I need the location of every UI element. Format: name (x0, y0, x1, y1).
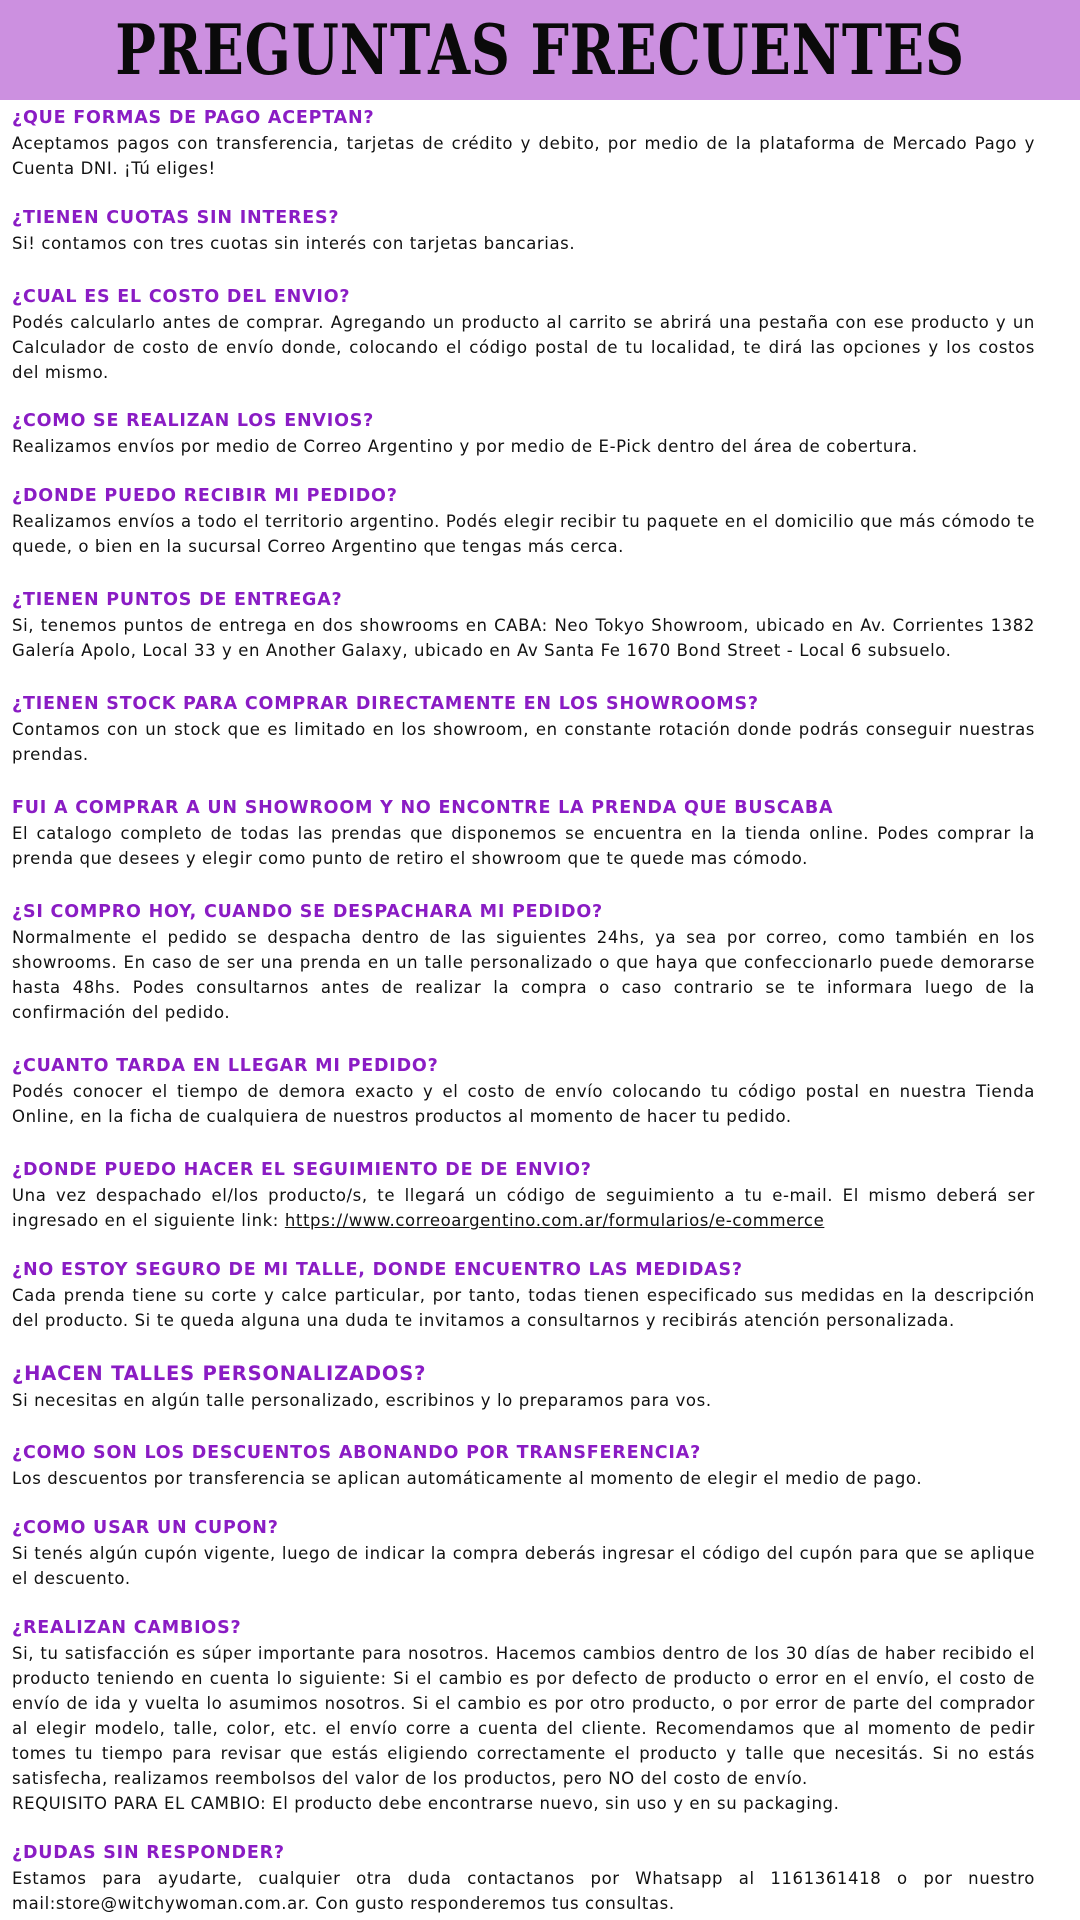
faq-answer: Contamos con un stock que es limitado en los showroom, en constante rotación donde podrás conseguir nuestras prendas. (12, 720, 1035, 764)
faq-answer: Aceptamos pagos con transferencia, tarjetas de crédito y debito, por medio de la plataforma de Mercado Pago y Cuenta DNI. ¡Tú eliges! (12, 134, 1035, 178)
page-title: PREGUNTAS FRECUENTES (115, 9, 965, 91)
faq-answer-requirement: REQUISITO PARA EL CAMBIO: El producto debe encontrarse nuevo, sin uso y en su packaging. (12, 1794, 840, 1813)
faq-question: ¿DONDE PUEDO RECIBIR MI PEDIDO? (12, 486, 398, 506)
faq-question: ¿SI COMPRO HOY, CUANDO SE DESPACHARA MI PEDIDO? (12, 902, 604, 922)
tracking-link[interactable]: https://www.correoargentino.com.ar/formularios/e-commerce (284, 1211, 825, 1230)
faq-item-delivery-time (12, 1054, 1035, 1129)
faq-question: ¿CUAL ES EL COSTO DEL ENVIO? (12, 287, 351, 307)
faq-answer: Realizamos envíos por medio de Correo Argentino y por medio de E-Pick dentro del área de cobertura. (12, 437, 918, 456)
faq-answer (12, 1183, 1035, 1233)
faq-answer: Si! contamos con tres cuotas sin interés con tarjetas bancarias. (12, 234, 576, 253)
faq-answer: Cada prenda tiene su corte y calce particular, por tanto, todas tienen especificado sus medidas en la descripción del producto. Si te queda alguna una duda te invitamos a consultarnos y recibirás atención personalizada. (12, 1286, 1035, 1330)
faq-item-transfer-discounts (12, 1441, 1035, 1491)
faq-item-shipping-method (12, 409, 1035, 459)
faq-question: ¿COMO SON LOS DESCUENTOS ABONANDO POR TRANSFERENCIA? (12, 1443, 702, 1463)
faq-item-payment (12, 106, 1035, 181)
faq-answer: Si, tenemos puntos de entrega en dos showrooms en CABA: Neo Tokyo Showroom, ubicado en Av. Corrientes 1382 Galería Apolo, Local 33 y en Another Galaxy, ubicado en Av Santa Fe 1670 Bond Street - Local 6 subsuelo. (12, 616, 1035, 660)
faq-question: ¿COMO SE REALIZAN LOS ENVIOS? (12, 411, 375, 431)
faq-question: ¿DONDE PUEDO HACER EL SEGUIMIENTO DE DE ENVIO? (12, 1160, 592, 1180)
faq-answer: Los descuentos por transferencia se aplican automáticamente al momento de elegir el medio de pago. (12, 1469, 923, 1488)
faq-question: ¿NO ESTOY SEGURO DE MI TALLE, DONDE ENCUENTRO LAS MEDIDAS? (12, 1260, 743, 1280)
faq-answer: Podés conocer el tiempo de demora exacto y el costo de envío colocando tu código postal en nuestra Tienda Online, en la ficha de cualquiera de nuestros productos al momento de hacer tu pedido. (12, 1082, 1035, 1126)
faq-question: FUI A COMPRAR A UN SHOWROOM Y NO ENCONTRE LA PRENDA QUE BUSCABA (12, 798, 834, 818)
faq-question: ¿QUE FORMAS DE PAGO ACEPTAN? (12, 108, 375, 128)
faq-answer: Si necesitas en algún talle personalizado, escribinos y lo preparamos para vos. (12, 1391, 712, 1410)
faq-question: ¿DUDAS SIN RESPONDER? (12, 1843, 285, 1863)
faq-item-tracking (12, 1158, 1035, 1233)
faq-answer: Podés calcularlo antes de comprar. Agregando un producto al carrito se abrirá una pestaña con ese producto y un Calculador de costo de envío donde, colocando el código postal de tu localidad, te dirá las opciones y los costos del mismo. (12, 313, 1035, 382)
faq-answer: Realizamos envíos a todo el territorio argentino. Podés elegir recibir tu paquete en el domicilio que más cómodo te quede, o bien en la sucursal Correo Argentino que tengas más cerca. (12, 512, 1035, 556)
faq-item-showroom-missing (12, 796, 1035, 871)
faq-answer: Estamos para ayudarte, cualquier otra duda contactanos por Whatsapp al 1161361418 o por nuestro mail:store@witchywoman.com.ar. Con gusto responderemos tus consultas. (12, 1869, 1035, 1913)
faq-item-custom-sizes (12, 1361, 1035, 1413)
header-banner (0, 0, 1080, 100)
faq-answer: Si, tu satisfacción es súper importante para nosotros. Hacemos cambios dentro de los 30 días de haber recibido el producto teniendo en cuenta lo siguiente: Si el cambio es por defecto de producto o error en el envío, el costo de envío de ida y vuelta lo asumimos nosotros. Si el cambio es por otro producto, o por error de parte del comprador al elegir modelo, talle, color, etc. el envío corre a cuenta del cliente. Recomendamos que al momento de pedir tomes tu tiempo para revisar que estás eligiendo correctamente el producto y talle que necesitás. Si no estás satisfecha, realizamos reembolsos del valor de los productos, pero NO del costo de envío. (12, 1644, 1035, 1788)
faq-answer: Si tenés algún cupón vigente, luego de indicar la compra deberás ingresar el código del cupón para que se aplique el descuento. (12, 1544, 1035, 1588)
faq-question: ¿REALIZAN CAMBIOS? (12, 1618, 242, 1638)
faq-question: ¿CUANTO TARDA EN LLEGAR MI PEDIDO? (12, 1056, 439, 1076)
faq-item-dispatch-time (12, 900, 1035, 1025)
faq-question: ¿TIENEN PUNTOS DE ENTREGA? (12, 590, 343, 610)
faq-question: ¿COMO USAR UN CUPON? (12, 1518, 279, 1538)
faq-item-shipping-cost (12, 285, 1035, 385)
faq-item-exchanges (12, 1616, 1035, 1816)
faq-item-coupon (12, 1516, 1035, 1591)
faq-item-showroom-stock (12, 692, 1035, 767)
faq-item-sizes (12, 1258, 1035, 1333)
faq-item-installments (12, 206, 1035, 256)
faq-item-pickup-points (12, 588, 1035, 663)
faq-item-contact (12, 1841, 1035, 1916)
faq-question: ¿HACEN TALLES PERSONALIZADOS? (12, 1362, 427, 1385)
faq-answer: El catalogo completo de todas las prendas que disponemos se encuentra en la tienda online. Podes comprar la prenda que desees y elegir como punto de retiro el showroom que te quede mas cómodo. (12, 824, 1035, 868)
faq-list (12, 106, 1035, 1916)
faq-question: ¿TIENEN STOCK PARA COMPRAR DIRECTAMENTE EN LOS SHOWROOMS? (12, 694, 759, 714)
faq-answer: Normalmente el pedido se despacha dentro de las siguientes 24hs, ya sea por correo, como también en los showrooms. En caso de ser una prenda en un talle personalizado o que haya que confeccionarlo puede demorarse hasta 48hs. Podes consultarnos antes de realizar la compra o caso contrario se te informara luego de la confirmación del pedido. (12, 928, 1035, 1022)
faq-answer-text: Una vez despachado el/los producto/s, te llegará un código de seguimiento a tu e-mail. El mismo deberá ser ingresado en el siguiente link: (12, 1186, 1035, 1230)
faq-item-delivery-location (12, 484, 1035, 559)
faq-question: ¿TIENEN CUOTAS SIN INTERES? (12, 208, 340, 228)
